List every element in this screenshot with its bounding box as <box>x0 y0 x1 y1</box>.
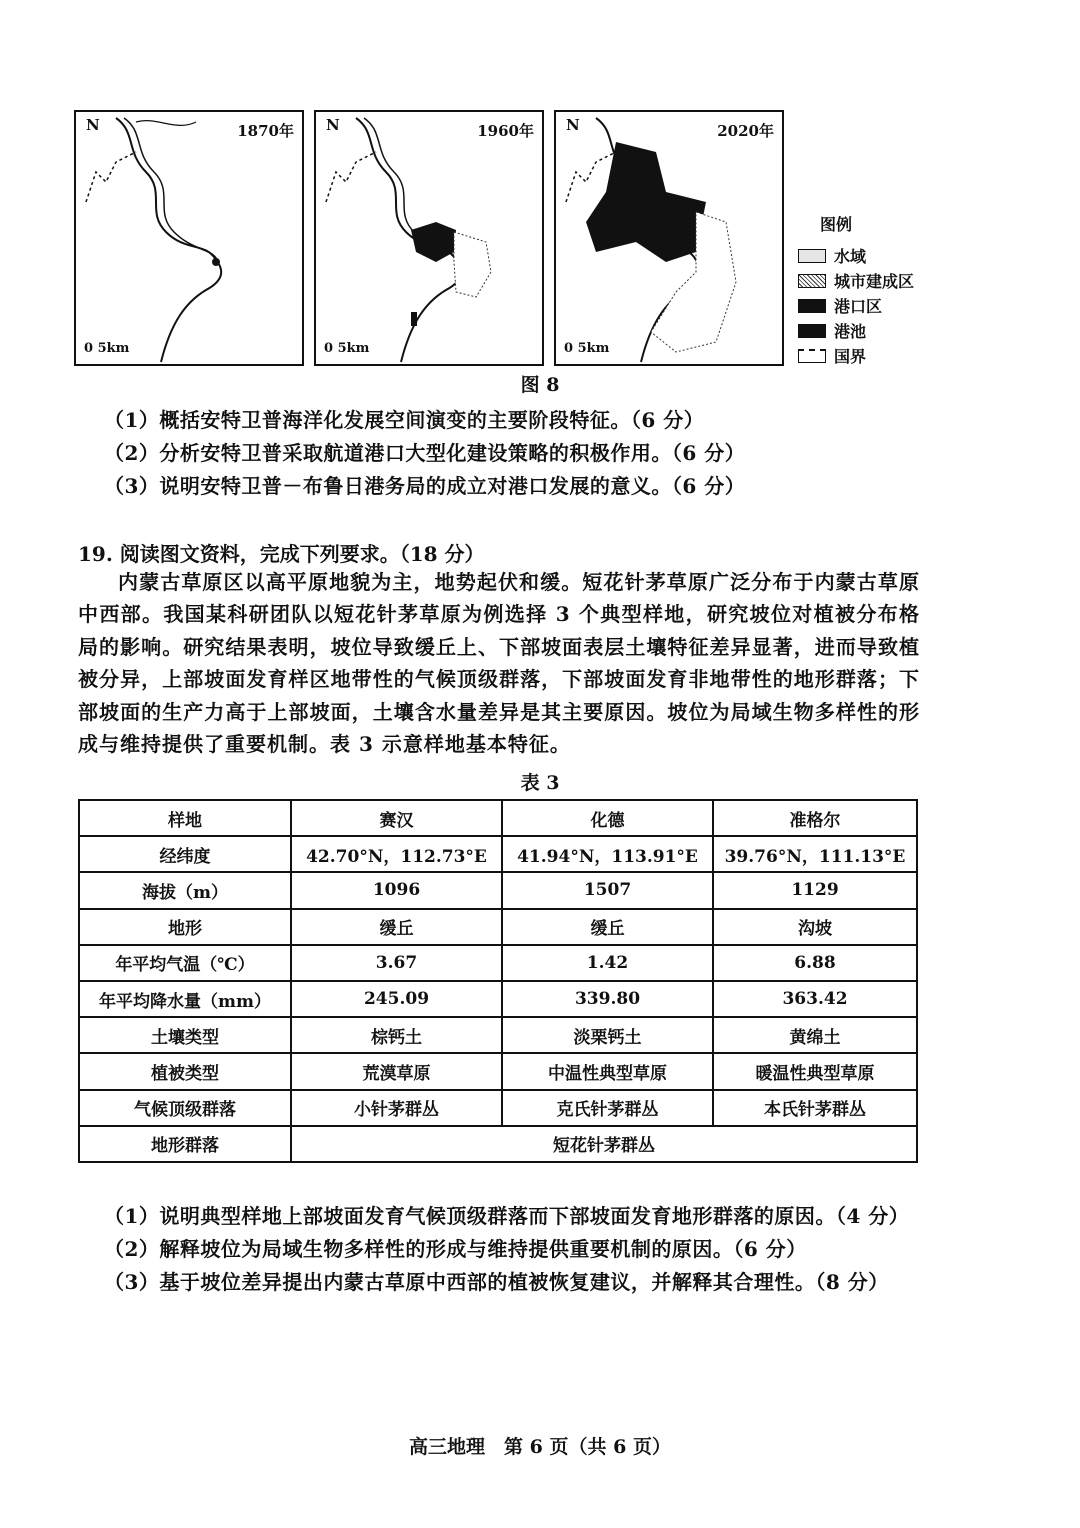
legend-item-border <box>798 343 914 368</box>
table-row <box>79 981 917 1017</box>
table-header-cell: 赛汉 <box>291 800 502 836</box>
map-1960-drawing <box>316 112 542 364</box>
q19-paragraph: 内蒙古草原区以高平原地貌为主，地势起伏和缓。短花针茅草原广泛分布于内蒙古草原中西部。我国某科研团队以短花针茅草原为例选择 3 个典型样地，研究坡位对植被分布格局的影响。研究结果表明，坡位导致缓丘上、下部坡面表层土壤特征差异显著，进而导致植被分异，上部坡面发育样区地带性的气候顶级群落，下部坡面发育非地带性的地形群落；下部坡面的生产力高于上部坡面，土壤含水量差异是其主要原因。坡位为局域生物多样性的形成与维持提供了重要机制。表 3 示意样地基本特征。 <box>78 570 920 757</box>
q19-heading: 19. 阅读图文资料，完成下列要求。（18 分） <box>78 542 485 566</box>
map-2020-drawing <box>556 112 782 364</box>
table-cell: 本氏针茅群丛 <box>713 1090 917 1126</box>
table-cell: 棕钙土 <box>291 1017 502 1053</box>
legend-item-basin <box>798 318 914 343</box>
map-1870-drawing <box>76 112 302 364</box>
table-row-label: 植被类型 <box>79 1053 291 1089</box>
table-cell: 淡栗钙土 <box>502 1017 713 1053</box>
table-cell: 暖温性典型草原 <box>713 1053 917 1089</box>
legend-label: 国界 <box>834 347 867 366</box>
legend-item-port <box>798 293 914 318</box>
table-cell: 1507 <box>502 872 713 908</box>
map-scale-bar: 0 5km <box>324 341 370 356</box>
legend-label: 水域 <box>834 247 867 266</box>
table-cell: 363.42 <box>713 981 917 1017</box>
map-north-arrow: N <box>326 116 340 134</box>
table-cell: 沟坡 <box>713 909 917 945</box>
q18-item-2: （2）分析安特卫普采取航道港口大型化建设策略的积极作用。（6 分） <box>104 441 746 465</box>
table-row <box>79 945 917 981</box>
table-header-cell: 样地 <box>79 800 291 836</box>
table-row-label: 气候顶级群落 <box>79 1090 291 1126</box>
legend-item-urban <box>798 268 914 293</box>
map-scale-bar: 0 5km <box>84 341 130 356</box>
map-1870 <box>74 110 304 366</box>
table-cell: 1096 <box>291 872 502 908</box>
table-row <box>79 909 917 945</box>
table-cell: 缓丘 <box>291 909 502 945</box>
table-cell: 3.67 <box>291 945 502 981</box>
table-row-label: 海拔（m） <box>79 872 291 908</box>
table-cell: 41.94°N，113.91°E <box>502 836 713 872</box>
table-cell: 1.42 <box>502 945 713 981</box>
table-cell: 245.09 <box>291 981 502 1017</box>
legend-label: 城市建成区 <box>834 272 915 291</box>
q19-item-2: （2）解释坡位为局域生物多样性的形成与维持提供重要机制的原因。（6 分） <box>104 1237 807 1261</box>
table-row <box>79 836 917 872</box>
map-2020 <box>554 110 784 366</box>
q18-item-3: （3）说明安特卫普－布鲁日港务局的成立对港口发展的意义。（6 分） <box>104 474 746 498</box>
sample-site-table <box>78 799 918 1163</box>
q18-item-1: （1）概括安特卫普海洋化发展空间演变的主要阶段特征。（6 分） <box>104 408 705 432</box>
table-row <box>79 872 917 908</box>
q19-item-3: （3）基于坡位差异提出内蒙古草原中西部的植被恢复建议，并解释其合理性。（8 分） <box>104 1270 889 1294</box>
table-row-label: 土壤类型 <box>79 1017 291 1053</box>
table-header-row <box>79 800 917 836</box>
map-legend <box>798 212 914 368</box>
table-row-label: 地形 <box>79 909 291 945</box>
legend-label: 港池 <box>834 322 867 341</box>
table-cell: 黄绵土 <box>713 1017 917 1053</box>
table-cell: 小针茅群丛 <box>291 1090 502 1126</box>
table-row-label: 年平均降水量（mm） <box>79 981 291 1017</box>
table-row <box>79 1090 917 1126</box>
table-cell: 6.88 <box>713 945 917 981</box>
table-merged-cell: 短花针茅群丛 <box>291 1126 917 1162</box>
map-year-label: 2020年 <box>717 122 774 140</box>
table-row <box>79 1017 917 1053</box>
map-1960 <box>314 110 544 366</box>
table-cell: 42.70°N，112.73°E <box>291 836 502 872</box>
border-swatch-icon <box>798 349 826 363</box>
map-north-arrow: N <box>566 116 580 134</box>
water-swatch-icon <box>798 249 826 263</box>
page-footer: 高三地理 第 6 页（共 6 页） <box>409 1436 671 1458</box>
table-cell: 39.76°N，111.13°E <box>713 836 917 872</box>
table-row-label: 地形群落 <box>79 1126 291 1162</box>
legend-title: 图例 <box>820 215 853 234</box>
table-row-label: 经纬度 <box>79 836 291 872</box>
table-header-cell: 化德 <box>502 800 713 836</box>
table-header-cell: 准格尔 <box>713 800 917 836</box>
table-cell: 荒漠草原 <box>291 1053 502 1089</box>
map-scale-bar: 0 5km <box>564 341 610 356</box>
table-cell: 克氏针茅群丛 <box>502 1090 713 1126</box>
table-row <box>79 1126 917 1162</box>
map-year-label: 1960年 <box>477 122 534 140</box>
legend-item-water <box>798 243 914 268</box>
table-caption: 表 3 <box>520 772 560 794</box>
basin-swatch-icon <box>798 324 826 338</box>
table-row-label: 年平均气温（℃） <box>79 945 291 981</box>
table-cell: 中温性典型草原 <box>502 1053 713 1089</box>
port-swatch-icon <box>798 299 826 313</box>
q19-item-1: （1）说明典型样地上部坡面发育气候顶级群落而下部坡面发育地形群落的原因。（4 分） <box>104 1204 910 1228</box>
table-row <box>79 1053 917 1089</box>
figure-caption: 图 8 <box>520 374 560 396</box>
table-cell: 339.80 <box>502 981 713 1017</box>
map-north-arrow: N <box>86 116 100 134</box>
table-cell: 1129 <box>713 872 917 908</box>
table-cell: 缓丘 <box>502 909 713 945</box>
legend-label: 港口区 <box>834 297 883 316</box>
urban-swatch-icon <box>798 274 826 288</box>
map-year-label: 1870年 <box>237 122 294 140</box>
